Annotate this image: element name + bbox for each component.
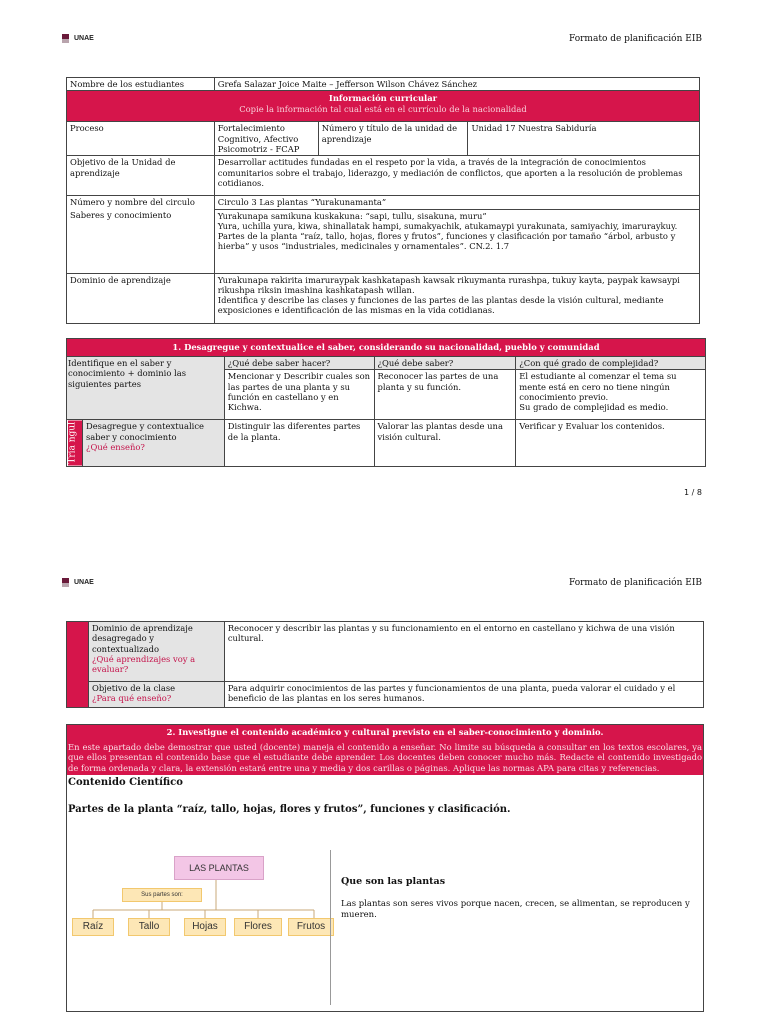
document-title-page2: Formato de planificación EIB (568, 578, 702, 588)
identifique-label: Identifique en el saber y conocimiento + dominio las siguientes partes (67, 357, 225, 420)
saber-value: Reconocer las partes de una planta y su función. (374, 370, 516, 420)
curricular-info-subtitle: Copie la información tal cual está en el currículo de la nacionalidad (239, 103, 527, 114)
diagram-sub-node: Sus partes son: (122, 888, 202, 902)
unae-logo-icon (62, 34, 69, 43)
unidad-label: Número y título de la unidad de aprendizaje (318, 122, 468, 156)
class-objective-table (66, 621, 704, 708)
curricular-info-title: Información curricular (328, 93, 438, 104)
que-son-plantas-text: Las plantas son seres vivos porque nacen, crecen, se alimentan, se reproducen y mueren. (341, 899, 690, 920)
page-number: 1 / 8 (684, 488, 702, 497)
hacer-value: Mencionar y Describir cuales son las partes de una planta y su función en castellano y en Kichwa. (224, 370, 374, 420)
para-que-label: ¿Para qué enseño? (91, 693, 172, 704)
complejidad-value (516, 370, 706, 420)
section1-title: 1. Desagregue y contextualice el saber, considerando su nacionalidad, pueblo y comunidad (67, 339, 706, 357)
section2-title: 2. Investigue el contenido académico y cultural previsto en el saber-conocimiento y dominio. (166, 727, 604, 737)
objetivo-clase-cell (88, 682, 224, 708)
desagregue-label: Desagregue y contextualice saber y conocimiento (85, 421, 204, 442)
dominio-des-cell (88, 622, 224, 682)
que-son-plantas-title: Que son las plantas (341, 876, 446, 887)
diagram-leaf-flores: Flores (234, 918, 282, 936)
diagram-leaf-frutos: Frutos (288, 918, 334, 936)
contenido-cientifico-title: Contenido Científico (68, 777, 183, 788)
ensenio-label: ¿Qué enseño? (85, 441, 145, 452)
evaluar-label: ¿Qué aprendizajes voy a evaluar? (91, 653, 196, 675)
valorar-value: Valorar las plantas desde una visión cultural. (374, 420, 516, 467)
students-label: Nombre de los estudiantes (67, 78, 215, 91)
proceso-value: Fortalecimiento Cognitivo, Afectivo Psicomotriz - FCAP (214, 122, 318, 156)
distinguir-value: Distinguir las diferentes partes de la planta. (224, 420, 374, 467)
partes-planta-title: Partes de la planta “raíz, tallo, hojas, flores y frutos”, funciones y clasificación. (68, 804, 511, 815)
curricular-info-table (66, 77, 700, 324)
saberes-value (214, 209, 699, 273)
objetivo-clase-label: Objetivo de la clase (91, 683, 176, 693)
dominio-line-1: Yurakunapa rakirita imaruraypak kashkatapash kawsak rikuymanta rurashpa, tukuy kayta, paypak kawsaypi rikushpa riksin imashina kashkatapash willan. (217, 274, 680, 295)
curricular-info-header (67, 91, 700, 122)
dominio-des-label: Dominio de aprendizaje desagregado y contextualizado (91, 623, 193, 654)
saberes-line-2: Yura, uchilla yura, kiwa, shinallatak hampi, sumakyachik, atukamaypi yurakunata, samiyachiy, imaruraykuy. (217, 220, 678, 231)
saberes-line-3: Partes de la planta “raíz, tallo, hojas, flores y frutos”, funciones y clasificación por tamaño “árbol, arbusto y hierba” y usos “industriales, medicinales y ornamentales”. CN.2. 1.7 (217, 231, 676, 252)
unae-logo-page2 (62, 578, 94, 587)
section1-table (66, 338, 706, 467)
objetivo-value: Desarrollar actitudes fundadas en el respeto por la vida, a través de la integración de conocimientos comunitarios sobre el trabajo, liderazgo, y mediación de conflictos, que aporten a la resolución de problemas cotidianos. (214, 156, 699, 196)
objetivo-label: Objetivo de la Unidad de aprendizaje (67, 156, 215, 196)
diagram-leaf-hojas: Hojas (184, 918, 226, 936)
circulo-value: Circulo 3 Las plantas “Yurakunamanta” (214, 196, 699, 209)
diagram-leaf-raiz: Raíz (72, 918, 114, 936)
dominio-value (214, 273, 699, 323)
section2-header (67, 725, 703, 775)
dominio-line-2: Identifica y describe las clases y funciones de las partes de las plantas desde la visión cultural, mediante exposiciones e identificación de las mismas en la vida cotidianas. (217, 295, 664, 316)
triangle-vertical-label: Tria ngul (67, 420, 83, 467)
desagregue-cell (82, 420, 224, 467)
unidad-value: Unidad 17 Nuestra Sabiduría (468, 122, 700, 156)
logo-text: UNAE (74, 35, 94, 42)
saberes-label: Saberes y conocimiento (67, 209, 215, 273)
proceso-label: Proceso (67, 122, 215, 156)
students-value: Grefa Salazar Joice Maite – Jefferson Wilson Chávez Sánchez (214, 78, 699, 91)
col-hacer-header: ¿Qué debe saber hacer? (224, 357, 374, 370)
section2-instructions: En este apartado debe demostrar que usted (docente) maneja el contenido a enseñar. No limite su búsqueda a consultar en los textos escolares, ya que ellos presentan el contenido base que el estudiante debe aprender. Los docentes deben conocer mucho más. Redacte el contenido investigado de forma ordenada y clara, la extensión estará entre una y media y dos carillas o páginas. Aplique las normas APA para citas y referencias. (68, 741, 702, 773)
plant-parts-diagram (66, 856, 336, 946)
column-divider (330, 850, 331, 1005)
complejidad-line-1: El estudiante al comenzar el tema su mente está en cero no tiene ningún conocimiento previo. (519, 371, 677, 402)
logo-text: UNAE (74, 579, 94, 586)
objetivo-clase-value: Para adquirir conocimientos de las partes y funcionamientos de una planta, pueda valorar el cuidado y el beneficio de las plantas en los seres humanos. (224, 682, 703, 708)
pink-side-bar (67, 622, 89, 708)
dominio-label: Dominio de aprendizaje (67, 273, 215, 323)
unae-logo-icon (62, 578, 69, 587)
diagram-leaf-tallo: Tallo (128, 918, 170, 936)
dominio-des-value: Reconocer y describir las plantas y su funcionamiento en el entorno en castellano y kichwa de una visión cultural. (224, 622, 703, 682)
saberes-line-1: Yurakunapa samikuna kuskakuna: “sapi, tullu, sisakuna, muru” (217, 210, 487, 221)
verificar-value: Verificar y Evaluar los contenidos. (516, 420, 706, 467)
circulo-label: Número y nombre del circulo (67, 196, 215, 209)
col-complejidad-header: ¿Con qué grado de complejidad? (516, 357, 706, 370)
unae-logo (62, 34, 94, 43)
diagram-root-node: LAS PLANTAS (174, 856, 264, 880)
complejidad-line-2: Su grado de complejidad es medio. (519, 402, 669, 413)
col-saber-header: ¿Qué debe saber? (374, 357, 516, 370)
document-title: Formato de planificación EIB (568, 34, 702, 44)
